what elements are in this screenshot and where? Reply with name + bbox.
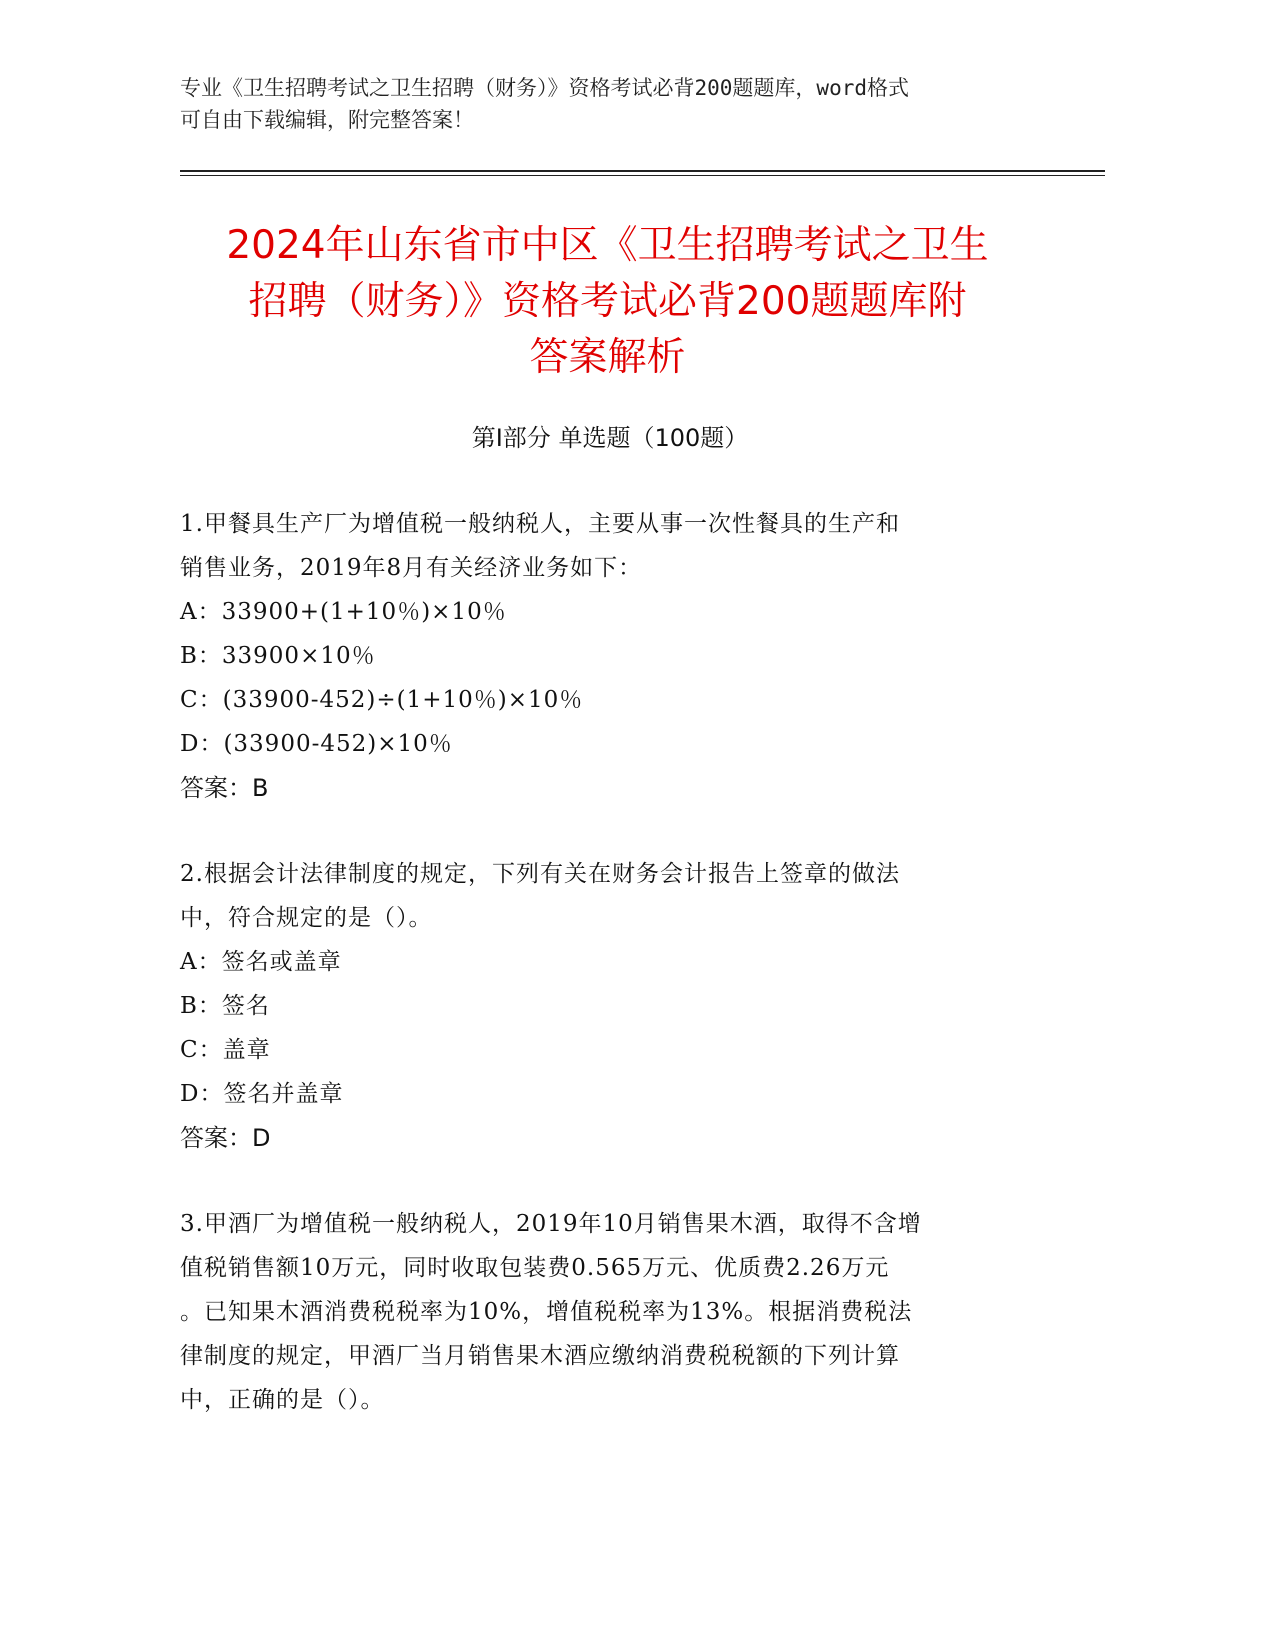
option-d: D：(33900-452)×10％ — [180, 731, 453, 757]
title-line: 2024年山东省市中区《卫生招聘考试之卫生 — [226, 223, 989, 268]
question-item — [180, 852, 1050, 1160]
question-text: 。已知果木酒消费税税率为10%，增值税税率为13%。根据消费税法 — [180, 1299, 913, 1325]
title-line: 答案解析 — [529, 335, 686, 380]
option-a: A：33900+(1+10％)×10％ — [180, 599, 507, 625]
section-heading: 第Ⅰ部分 单选题（100题） — [471, 424, 749, 452]
question-text: 2.根据会计法律制度的规定，下列有关在财务会计报告上签章的做法 — [180, 861, 900, 887]
question-list — [180, 502, 1050, 1464]
option-c: C：盖章 — [180, 1037, 271, 1063]
header-divider-thin — [180, 175, 1105, 176]
header-divider — [180, 170, 1105, 172]
document-title — [160, 218, 1055, 386]
answer-line: 答案：D — [180, 1124, 271, 1152]
question-text: 律制度的规定，甲酒厂当月销售果木酒应缴纳消费税税额的下列计算 — [180, 1343, 900, 1369]
option-a: A：签名或盖章 — [180, 949, 342, 975]
option-c: C：(33900-452)÷(1+10％)×10％ — [180, 687, 584, 713]
question-text: 销售业务，2019年8月有关经济业务如下： — [180, 555, 643, 581]
header-note — [180, 72, 1040, 136]
option-d: D：签名并盖章 — [180, 1081, 344, 1107]
question-text: 中，正确的是（）。 — [180, 1387, 385, 1413]
answer-line: 答案：B — [180, 774, 269, 802]
question-item — [180, 1202, 1050, 1422]
question-text: 1.甲餐具生产厂为增值税一般纳税人，主要从事一次性餐具的生产和 — [180, 511, 900, 537]
question-item — [180, 502, 1050, 810]
header-note-line: 专业《卫生招聘考试之卫生招聘（财务）》资格考试必背200题题库，word格式 — [180, 76, 909, 100]
option-b: B：33900×10％ — [180, 643, 376, 669]
header-note-line: 可自由下载编辑，附完整答案！ — [180, 108, 474, 132]
title-line: 招聘（财务）》资格考试必背200题题库附 — [248, 279, 967, 324]
option-b: B：签名 — [180, 993, 270, 1019]
question-text: 3.甲酒厂为增值税一般纳税人，2019年10月销售果木酒，取得不含增 — [180, 1211, 922, 1237]
question-text: 中，符合规定的是（）。 — [180, 905, 433, 931]
question-text: 值税销售额10万元，同时收取包装费0.565万元、优质费2.26万元 — [180, 1255, 890, 1281]
